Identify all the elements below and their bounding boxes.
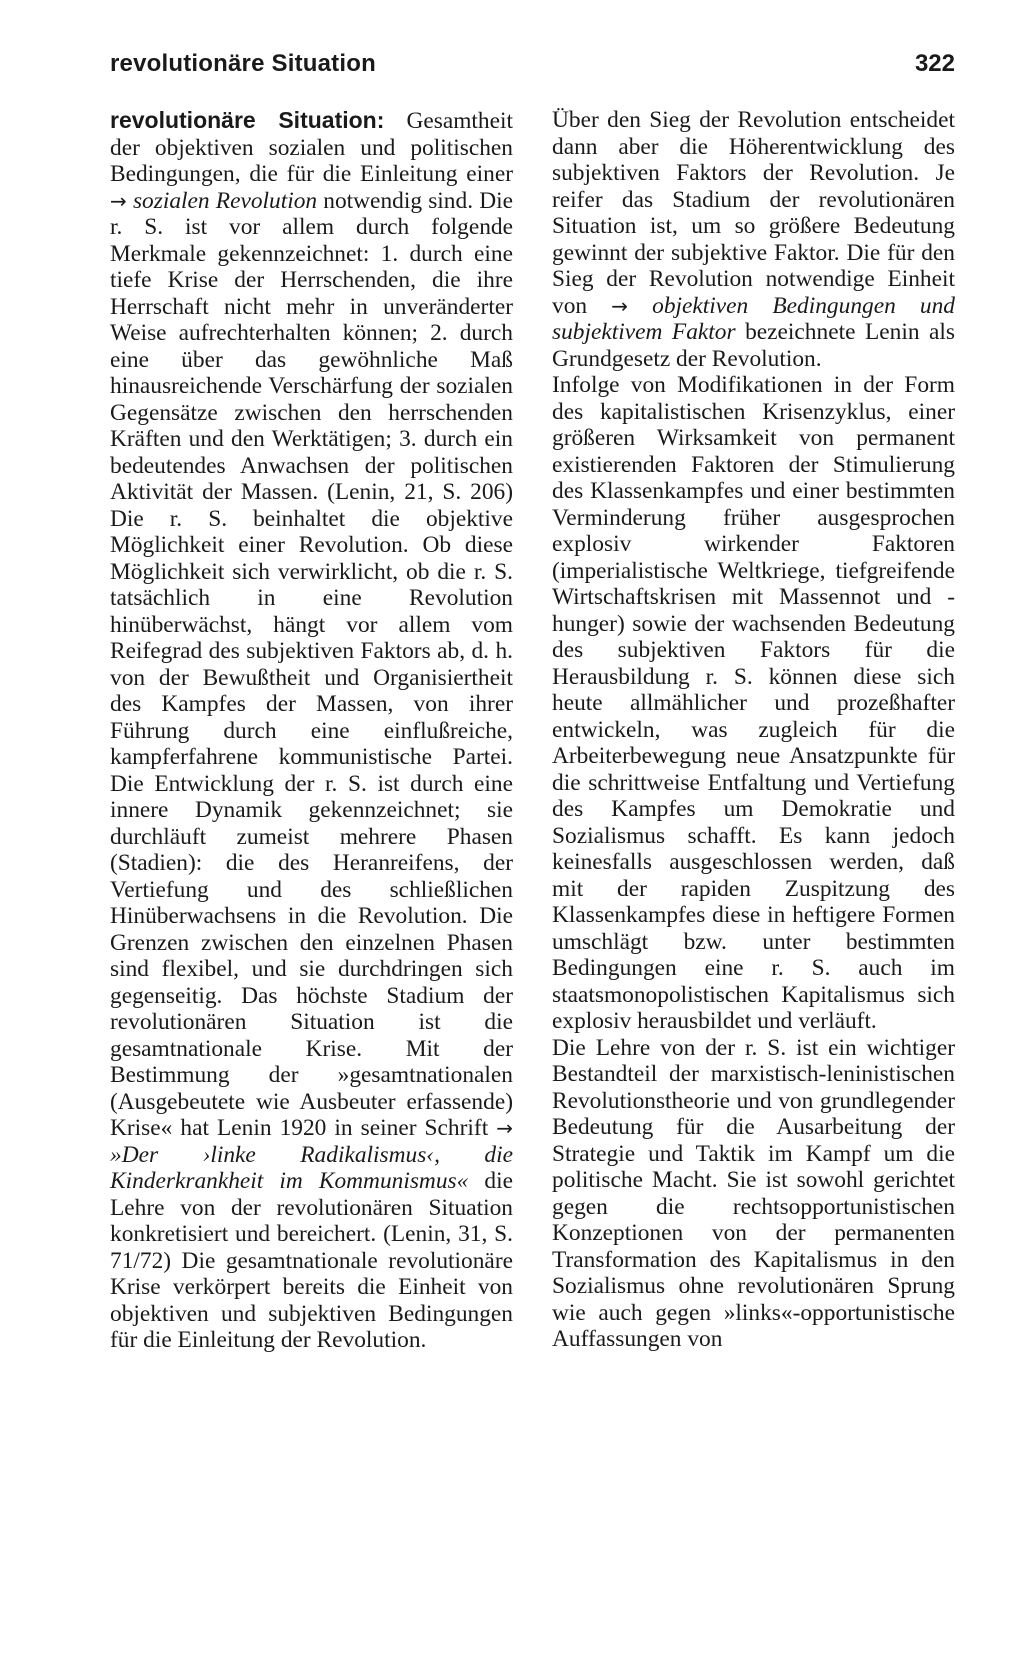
cross-reference-linke-radikalismus[interactable]: »Der ›linke Radikalismus‹, die Kinderkrankheit im Kommunismus« [110,1141,513,1194]
running-head: revolutionäre Situation [110,50,376,77]
entry-text-part-2: notwendig sind. Die r. S. ist vor allem durch folgende Merkmale gekennzeichnet: 1. durch eine tiefe Krise der Herrschenden, die ihre Herrschaft nicht mehr in unveränderter Weise aufrechterhalten können; 2. durch eine über das gewöhnliche Maß hinausreichende Verschärfung der sozialen Gegensätze zwischen den herrschenden Kräften und den Werktätigen; 3. durch ein bedeutendes Anwachsen der politischen Aktivität der Massen. (Lenin, 21, S. 206) Die r. S. beinhaltet die objektive Möglichkeit einer Revolution. Ob diese Möglichkeit sich verwirklicht, ob die r. S. tatsächlich in eine Revolution hinüberwächst, hängt vor allem vom Reifegrad des subjektiven Faktors ab, d. h. von der Bewußtheit und Organisiertheit des Kampfes der Massen, von ihrer Führung durch eine einflußreiche, kampferfahrene kommunistische Partei. Die Entwicklung der r. S. ist durch eine innere Dynamik gekennzeichnet; sie durchläuft zumeist mehrere Phasen (Stadien): die des Heranreifens, der Vertiefung und des schließlichen Hinüberwachsens in die Revolution. Die Grenzen zwischen den einzelnen Phasen sind flexibel, und sie durchdringen sich gegenseitig. Das höchste Stadium der revolutionären Situation ist die gesamtnationale Krise. Mit der Bestimmung der »gesamtnationalen (Ausgebeutete wie Ausbeuter erfassende) Krise« hat Lenin 1920 in seiner Schrift [110,187,513,1141]
entry-text-part-3: die Lehre von der revolutionären Situation konkretisiert und bereichert. (Lenin, 31, S. 71/72) Die gesamtnationale revolutionäre Krise verkörpert bereits die Einheit von objektiven und subjektiven Bedingungen für die Einleitung der Revolution. [110,1168,513,1353]
cross-reference-sozialen-revolution[interactable]: sozialen Revolution [132,187,318,214]
page-header [110,50,955,86]
paragraph-crisis-modifications: Infolge von Modifikationen in der Form des kapitalistischen Krisenzyklus, einer größeren Wirksamkeit von permanent existierenden Faktoren der Stimulierung des Klassenkampfes und einer bestimmten Verminderung früher ausgesprochen explosiv wirkender Faktoren (imperialistische Weltkriege, tiefgreifende Wirtschaftskrisen mit Massennot und -hunger) sowie der wachsenden Bedeutung des subjektiven Faktors für die Herausbildung r. S. können diese sich heute allmählicher und prozeßhafter entwickeln, was zugleich für die Arbeiterbewegung neue Ansatzpunkte für die schrittweise Entfaltung und Vertiefung des Kampfes um Demokratie und Sozialismus schafft. Es kann jedoch keinesfalls ausgeschlossen werden, daß mit der rapiden Zuspitzung des Klassenkampfes diese in heftigere Formen umschlägt bzw. unter bestimmten Bedingungen eine r. S. auch im staatsmonopolistischen Kapitalismus sich explosiv herausbildet und verläuft. [552,372,955,1034]
cross-reference-arrow-icon: → [611,293,628,318]
paragraph-theory-significance: Die Lehre von der r. S. ist ein wichtiger Bestandteil der marxistisch-leninistischen Revolutionstheorie und von grundlegender Bedeutung für die Ausarbeitung der Strategie und Taktik im Kampf um die politische Macht. Sie ist sowohl gerichtet gegen die rechtsopportunistischen Konzeptionen von der permanenten Transformation des Kapitalismus in den Sozialismus ohne revolutionären Sprung wie auch gegen »links«-opportunistische Auffassungen von [552,1034,955,1352]
page-number: 322 [914,50,955,77]
paragraph-revolution-victory [552,107,955,372]
paragraph-text-part-2: bezeichnete Lenin als Grundgesetz der Revolution. [552,319,955,372]
entry-headword: revolutionäre Situation: [110,107,385,133]
entry-paragraph [110,107,513,1354]
cross-reference-arrow-icon: → [496,1116,513,1140]
entry-text-part-1: Gesamtheit der objektiven sozialen und politischen Bedingungen, die für die Einleitung einer [110,108,513,187]
paragraph-text-part-1: Über den Sieg der Revolution entscheidet dann aber die Höherentwicklung des subjektiven Faktors der Revolution. Je reifer das Stadium der revolutionären Situation ist, um so größere Bedeutung gewinnt der subjektive Faktor. Die für den Sieg der Revolution notwendige Einheit von [552,107,955,319]
cross-reference-objektiven-bedingungen[interactable]: objektiven Bedingungen und subjektivem Faktor [552,292,955,345]
right-column [552,107,955,1354]
left-column [110,107,513,1354]
text-columns [110,107,955,1354]
cross-reference-arrow-icon: → [110,188,127,213]
